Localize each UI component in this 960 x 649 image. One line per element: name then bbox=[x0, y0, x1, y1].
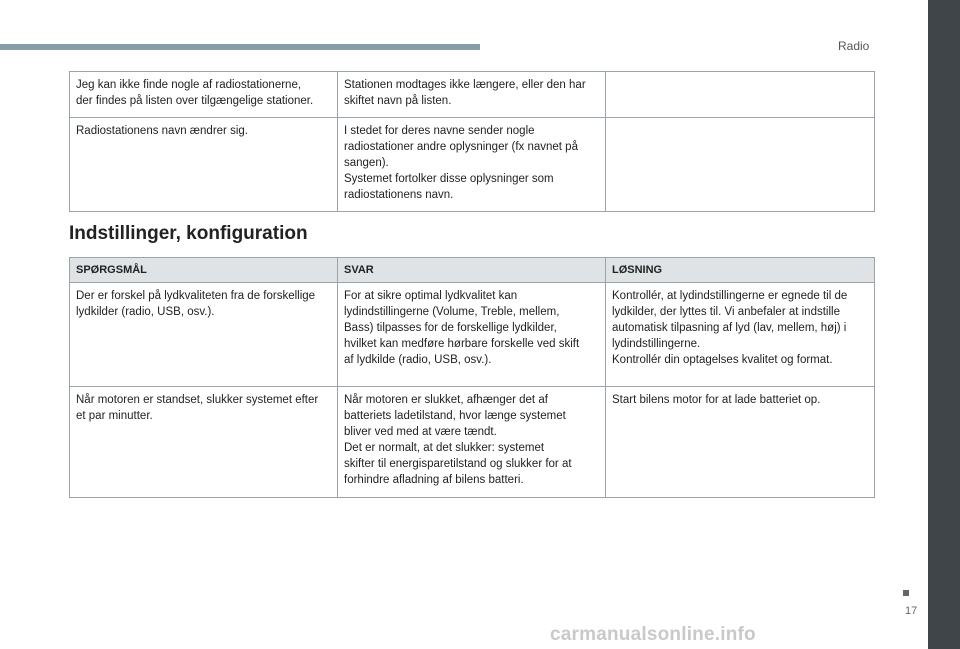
solution-cell: Start bilens motor for at lade batteriet op. bbox=[606, 387, 875, 498]
answer-cell: For at sikre optimal lydkvalitet kan lydindstillingerne (Volume, Treble, mellem, Bass) tilpasses for de forskellige lydkilder, hvilket kan medføre hørbare forskelle ved skift af lydkilde (radio, USB, osv.). bbox=[338, 283, 606, 387]
question-cell: Når motoren er standset, slukker systemet efter et par minutter. bbox=[70, 387, 338, 498]
page-marker bbox=[903, 590, 909, 596]
answer-cell: Når motoren er slukket, afhænger det af batteriets ladetilstand, hvor længe systemet bliver ved med at være tændt. Det er normalt, at det slukker: systemet skifter til energisparetilstand og slukker for at forhindre afladning af bilens batteri. bbox=[338, 387, 606, 498]
column-header-solution: LØSNING bbox=[606, 258, 875, 283]
question-cell: Radiostationens navn ændrer sig. bbox=[70, 118, 338, 212]
solution-cell bbox=[606, 72, 875, 118]
answer-cell: I stedet for deres navne sender nogle radiostationer andre oplysninger (fx navnet på sangen). Systemet fortolker disse oplysninger som radiostationens navn. bbox=[338, 118, 606, 212]
column-header-answer: SVAR bbox=[338, 258, 606, 283]
table-header-row bbox=[70, 258, 875, 283]
column-header-question: SPØRGSMÅL bbox=[70, 258, 338, 283]
table-row bbox=[70, 387, 875, 498]
solution-cell: Kontrollér, at lydindstillingerne er egnede til de lydkilder, der lyttes til. Vi anbefaler at indstille automatisk tilpasning af lyd (lav, mellem, høj) i lydindstillingerne. Kontrollér din optagelses kvalitet og format. bbox=[606, 283, 875, 387]
settings-table bbox=[69, 257, 875, 498]
page-number: 17 bbox=[905, 605, 918, 617]
side-strip bbox=[928, 0, 960, 649]
section-title: Radio bbox=[838, 39, 870, 53]
header-accent-bar bbox=[0, 44, 480, 50]
watermark: carmanualsonline.info bbox=[550, 624, 756, 645]
answer-cell: Stationen modtages ikke længere, eller den har skiftet navn på listen. bbox=[338, 72, 606, 118]
question-cell: Jeg kan ikke finde nogle af radiostationerne, der findes på listen over tilgængelige stationer. bbox=[70, 72, 338, 118]
table-row bbox=[70, 283, 875, 387]
question-cell: Der er forskel på lydkvaliteten fra de forskellige lydkilder (radio, USB, osv.). bbox=[70, 283, 338, 387]
table-row bbox=[70, 118, 875, 212]
table-row bbox=[70, 72, 875, 118]
troubleshooting-table-continued bbox=[69, 71, 875, 212]
section-heading: Indstillinger, konfiguration bbox=[69, 223, 308, 244]
solution-cell bbox=[606, 118, 875, 212]
